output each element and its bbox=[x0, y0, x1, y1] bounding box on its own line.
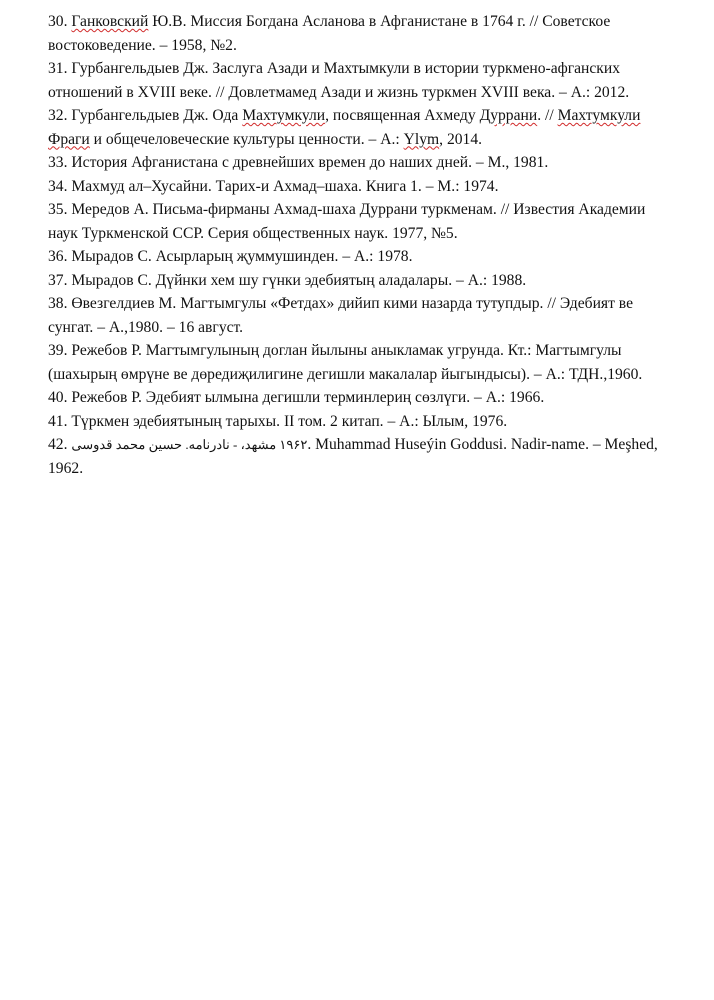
bibliography-entry bbox=[48, 175, 678, 199]
bibliography-list bbox=[48, 10, 678, 480]
entry-text: и общечеловеческие культуры ценности. – А.: bbox=[89, 130, 404, 148]
bibliography-entry bbox=[48, 292, 678, 339]
entry-text: Мередов А. Письма-фирманы Ахмад-шаха Дуррани туркменам. // Известия Академии наук Туркменской ССР. Серия общественных наук. 1977, №5. bbox=[48, 201, 646, 242]
bibliography-entry bbox=[48, 386, 678, 410]
bibliography-entry bbox=[48, 10, 678, 57]
entry-text: Мырадов С. Дүйнки хем шу гүнки эдебиятың аладалары. – А.: 1988. bbox=[67, 271, 527, 289]
entry-text: . Muhammad Huseýin Goddusi. Nadir-name. – Meşhed, 1962. bbox=[48, 436, 658, 477]
entry-text: . // bbox=[537, 107, 558, 124]
bibliography-entry bbox=[48, 104, 678, 151]
entry-text: Гурбангельдыев Дж. Ода bbox=[67, 107, 243, 124]
entry-number: 31. bbox=[48, 60, 68, 77]
bibliography-entry bbox=[48, 269, 678, 293]
entry-text: История Афганистана с древнейших времен до наших дней. – М., 1981. bbox=[67, 154, 549, 171]
entry-number: 41. bbox=[48, 412, 68, 430]
entry-text: Өвезгелдиев М. Магтымгулы «Фетдах» дийип кими назарда тутупдыр. // Эдебият ве сунгат. – А.,1980. – 16 август. bbox=[48, 295, 634, 336]
spellcheck-flagged-word: Махтумкули bbox=[242, 107, 326, 124]
entry-number: 39. bbox=[48, 342, 68, 359]
entry-text: Махмуд ал–Хусайни. Тарих-и Ахмад–шаха. Книга 1. – М.: 1974. bbox=[67, 177, 499, 195]
bibliography-entry bbox=[48, 151, 678, 175]
bibliography-entry bbox=[48, 57, 678, 104]
entry-number: 37. bbox=[48, 271, 68, 289]
entry-number: 34. bbox=[48, 177, 68, 195]
spellcheck-flagged-word: Фраги bbox=[48, 130, 90, 148]
entry-text: Режебов Р. Эдебият ылмына дегишли терминлериң сөзлүги. – А.: 1966. bbox=[67, 389, 545, 406]
entry-text: Режебов Р. Магтымгулының доглан йылыны аныкламак угрунда. Кт.: Магтымгулы (шахырың өмрүне ве дөредиҗилигине дегишли макалалар йыгындысы). – А.: ТДН.,1960. bbox=[48, 342, 643, 383]
bibliography-entry bbox=[48, 433, 678, 480]
entry-number: 40. bbox=[48, 389, 68, 406]
entry-number: 35. bbox=[48, 201, 68, 218]
bibliography-entry bbox=[48, 410, 678, 434]
entry-text: , 2014. bbox=[439, 130, 483, 148]
entry-text: Гурбангельдыев Дж. Заслуга Азади и Махтымкули в истории туркмено-афганских отношений в XVIII веке. // Довлетмамед Азади и жизнь туркмен XVIII века. – А.: 2012. bbox=[48, 60, 630, 101]
bibliography-entry bbox=[48, 245, 678, 269]
persian-citation-text: ۱۹۶۲ مشهد، - نادرنامه. حسین محمد قدوسی bbox=[71, 437, 308, 452]
entry-text: Түркмен эдебиятының тарыхы. II том. 2 китап. – А.: Ылым, 1976. bbox=[67, 412, 508, 430]
entry-number: 38. bbox=[48, 295, 68, 312]
bibliography-entry bbox=[48, 198, 678, 245]
entry-number: 42. bbox=[48, 436, 68, 453]
entry-number: 32. bbox=[48, 107, 68, 124]
spellcheck-flagged-word: Дуррани bbox=[479, 107, 538, 124]
entry-text: Ю.В. Миссия Богдана Асланова в Афганистане в 1764 г. // Советское востоковедение. – 1958, №2. bbox=[48, 13, 611, 54]
spellcheck-flagged-word: Махтумкули bbox=[557, 107, 641, 124]
entry-number: 33. bbox=[48, 154, 68, 171]
bibliography-entry bbox=[48, 339, 678, 386]
entry-number: 36. bbox=[48, 248, 68, 265]
spellcheck-flagged-word: Ганковский bbox=[71, 13, 149, 30]
entry-text: Мырадов С. Асырларың җуммушинден. – А.: 1978. bbox=[67, 248, 413, 265]
spellcheck-flagged-word: Ylym bbox=[403, 130, 440, 148]
entry-number: 30. bbox=[48, 13, 68, 30]
entry-text: , посвященная Ахмеду bbox=[325, 107, 480, 124]
